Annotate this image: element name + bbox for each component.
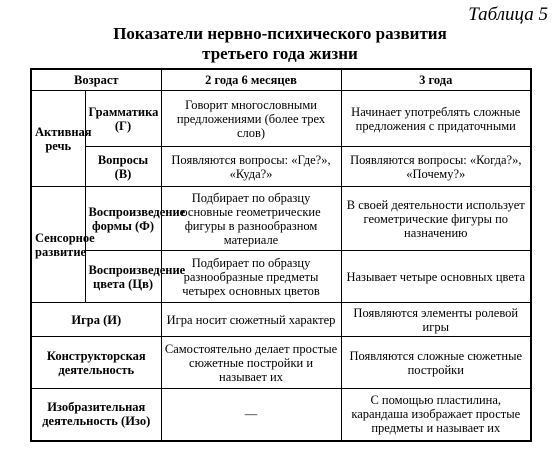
section-active-speech: Активная речь [31,91,85,187]
title-line-2: третьего года жизни [202,44,358,63]
row-label-construct: Конструкторская деятельность [31,337,161,389]
development-table [30,68,532,442]
cell-construct-2: Появляются сложные сюжетные постройки [341,337,531,389]
row-label-color: Воспроизведение цвета (Цв) [85,251,161,303]
header-col2: 3 года [341,69,531,91]
header-age: Возраст [31,69,161,91]
title-line-1: Показатели нервно-психического развития [113,24,447,43]
section-sensory: Сенсорное развитие [31,187,85,303]
table-row [31,147,531,187]
table-row [31,91,531,147]
page-title [60,24,500,64]
table-row [31,187,531,251]
table-caption: Таблица 5 [468,4,548,25]
table-row [31,251,531,303]
cell-play-1: Игра носит сюжетный характер [161,303,341,337]
cell-grammar-1: Говорит многословными предложениями (более трех слов) [161,91,341,147]
cell-form-2: В своей деятельности использует геометрические фигуры по назначению [341,187,531,251]
cell-play-2: Появляются элементы ролевой игры [341,303,531,337]
header-col1: 2 года 6 месяцев [161,69,341,91]
row-label-visual: Изобразительная деятельность (Изо) [31,389,161,441]
table-header-row [31,69,531,91]
table-row [31,337,531,389]
cell-construct-1: Самостоятельно делает простые сюжетные постройки и называет их [161,337,341,389]
cell-visual-2: С помощью пластилина, карандаша изображает простые предметы и называет их [341,389,531,441]
table-row [31,389,531,441]
cell-questions-2: Появляются вопросы: «Когда?», «Почему?» [341,147,531,187]
cell-color-2: Называет четыре основных цвета [341,251,531,303]
row-label-questions: Вопросы (В) [85,147,161,187]
cell-visual-1: — [161,389,341,441]
cell-form-1: Подбирает по образцу основные геометрические фигуры в разнообразном материале [161,187,341,251]
row-label-form: Воспроизведение формы (Ф) [85,187,161,251]
row-label-grammar: Грамматика (Г) [85,91,161,147]
row-label-play: Игра (И) [31,303,161,337]
cell-grammar-2: Начинает употреблять сложные предложения с придаточными [341,91,531,147]
table-row [31,303,531,337]
cell-questions-1: Появляются вопросы: «Где?», «Куда?» [161,147,341,187]
cell-color-1: Подбирает по образцу разнообразные предметы четырех основных цветов [161,251,341,303]
